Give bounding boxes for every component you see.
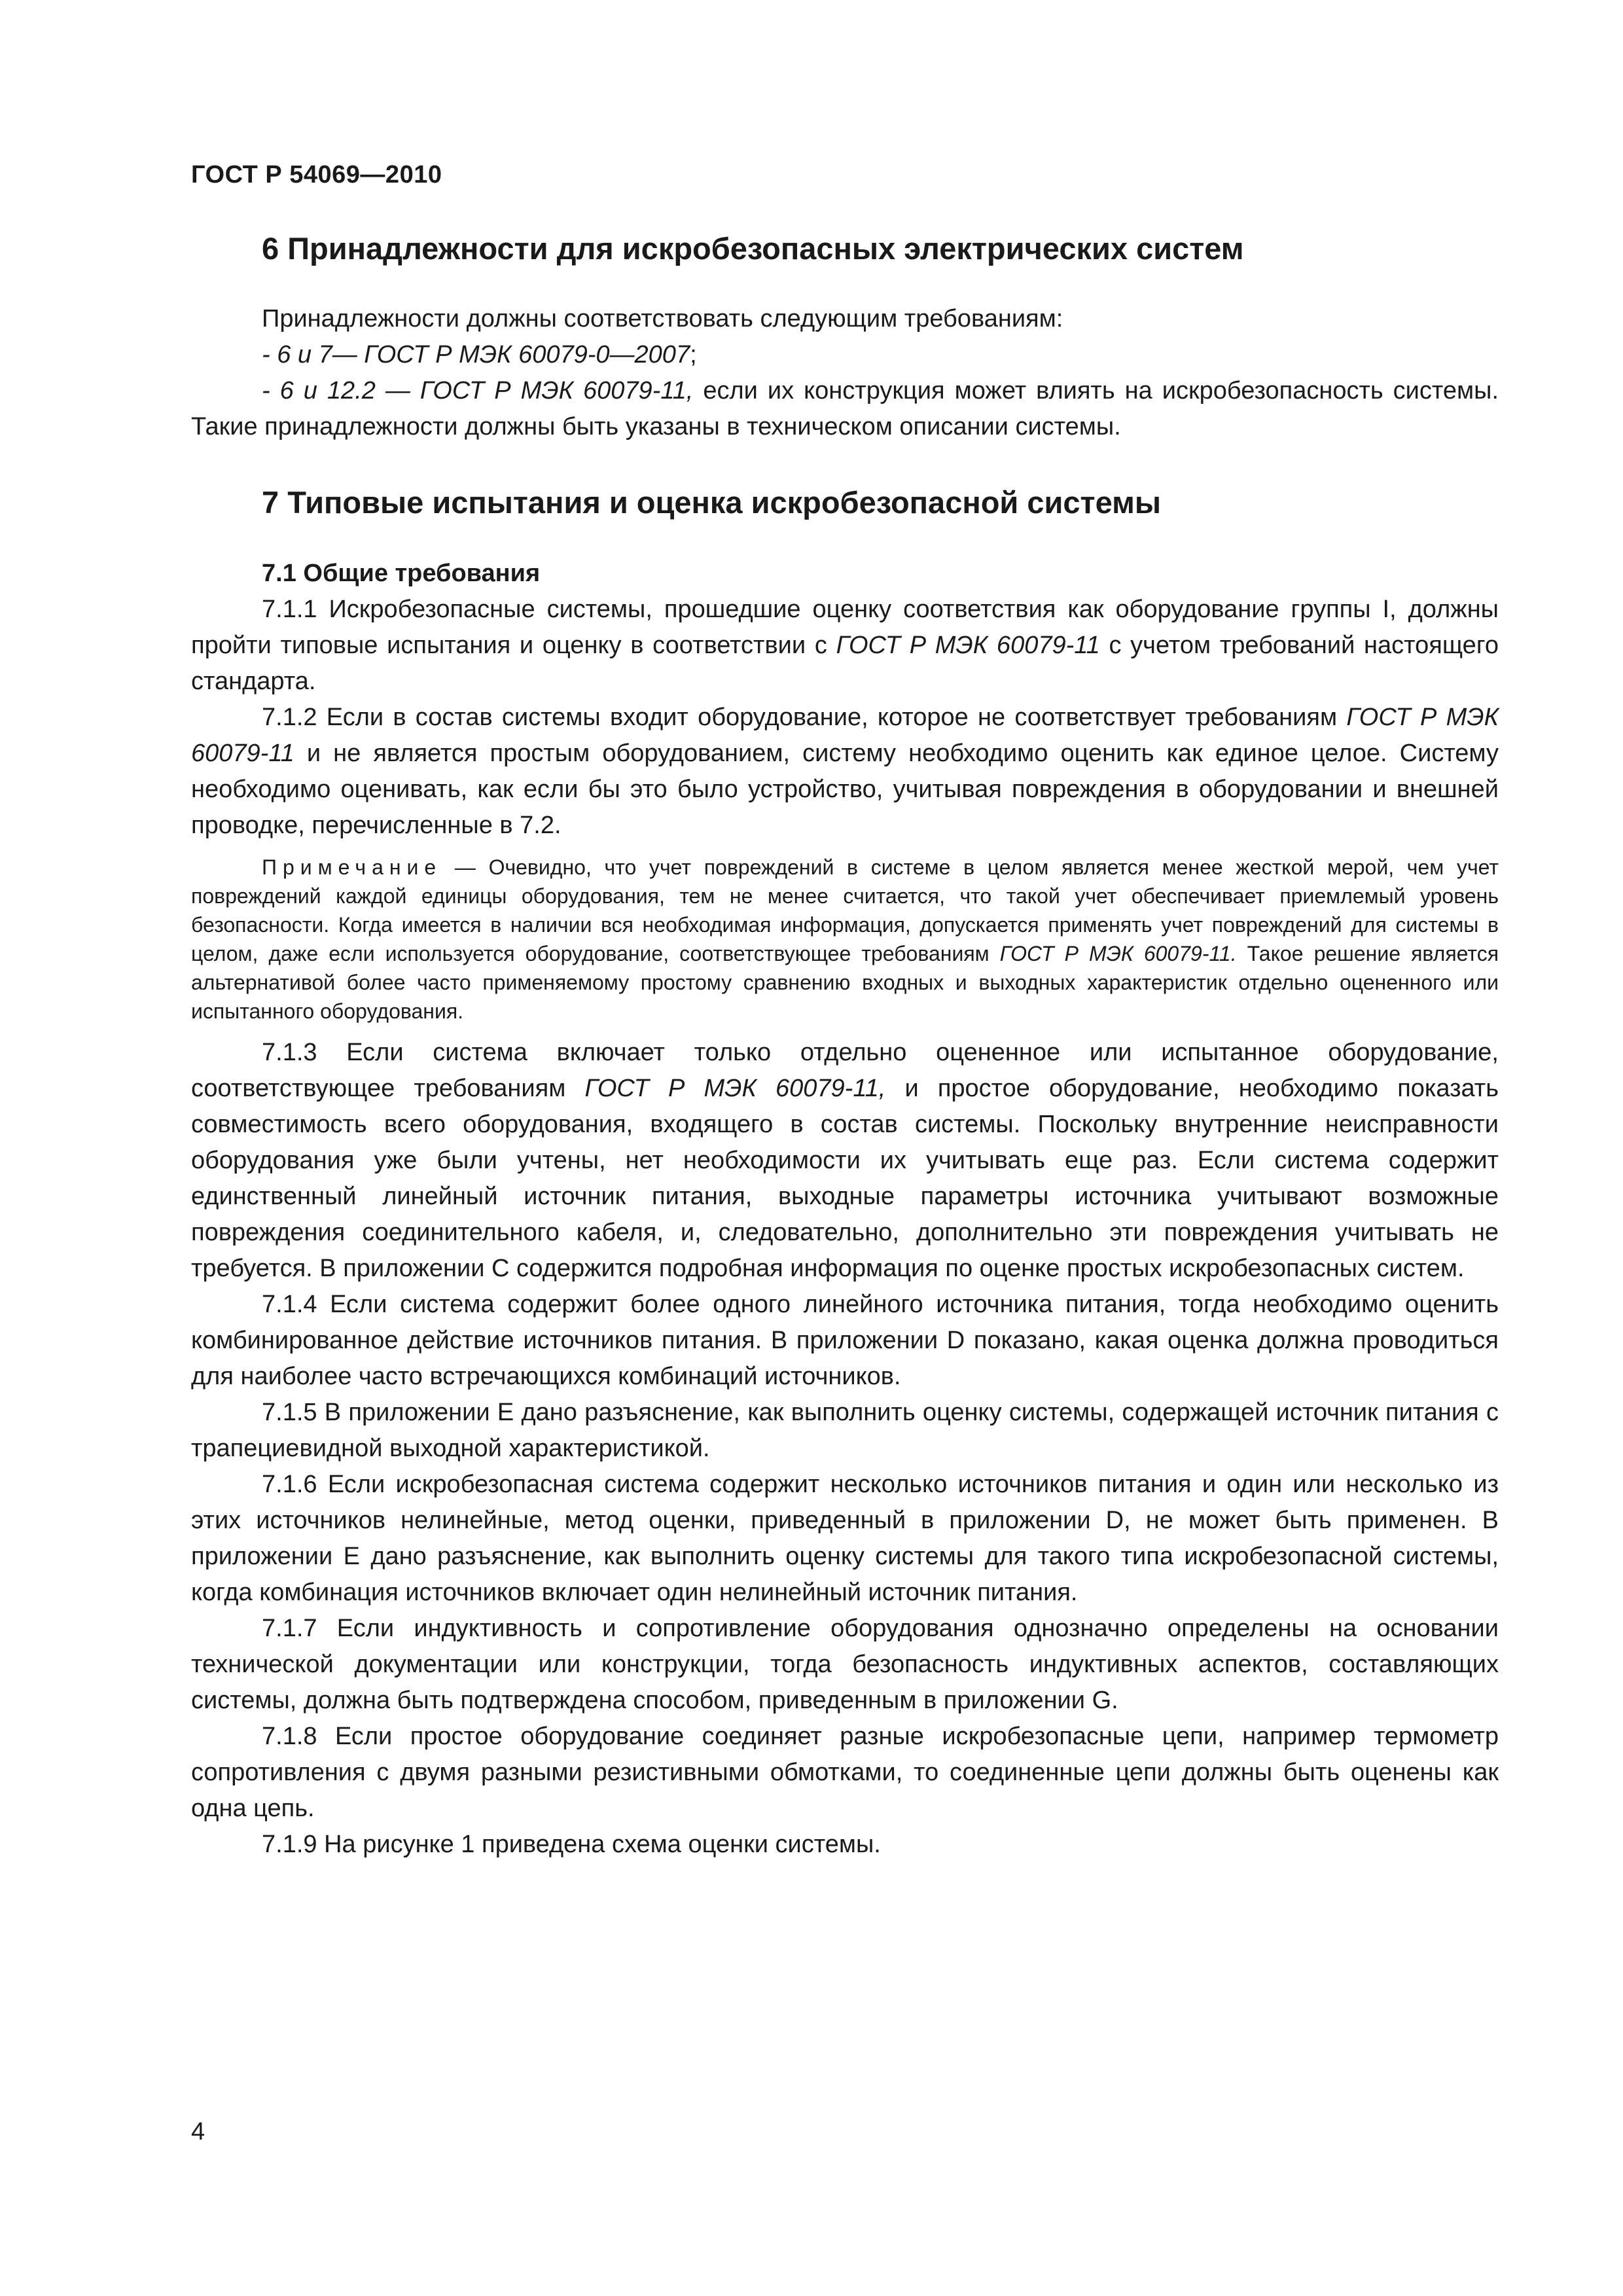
item-1-reference: - 6 и 7— ГОСТ Р МЭК 60079-0—2007	[262, 341, 690, 369]
standard-reference: ГОСТ Р МЭК 60079-11.	[999, 941, 1237, 965]
item-2-reference: - 6 и 12.2 — ГОСТ Р МЭК 60079-11,	[262, 377, 694, 405]
paragraph-7-1-7: 7.1.7 Если индуктивность и сопротивление оборудования однозначно определены на основании технической документации или конструкции, тогда безопасность индуктивных аспектов, составляющих системы, должна быть подтверждена способом, приведенным в приложении G.	[191, 1614, 1499, 1714]
document-header: ГОСТ Р 54069—2010	[191, 161, 442, 188]
note-label: Примечание	[262, 855, 442, 879]
section-7-title: 7 Типовые испытания и оценка искробезопасной системы	[262, 485, 1161, 520]
standard-reference: ГОСТ Р МЭК 60079-11,	[584, 1074, 886, 1102]
section-6-intro: Принадлежности должны соответствовать следующим требованиям:	[262, 305, 1063, 333]
subsection-7-1-title: 7.1 Общие требования	[262, 559, 541, 587]
section-6-title: 6 Принадлежности для искробезопасных электрических систем	[262, 231, 1244, 266]
paragraph-7-1-4: 7.1.4 Если система содержит более одного линейного источника питания, тогда необходимо оценить комбинированное действие источников питания. В приложении D показано, какая оценка должна проводиться для наиболее часто встречающихся комбинаций источников.	[191, 1290, 1499, 1390]
paragraph-7-1-8: 7.1.8 Если простое оборудование соединяет разные искробезопасные цепи, например термометр сопротивления с двумя разными резистивными обмотками, то соединенные цепи должны быть оценены как одна цепь.	[191, 1722, 1499, 1822]
paragraph-7-1-1: 7.1.1 Искробезопасные системы, прошедшие оценку соответствия как оборудование группы I, должны пройти типовые испытания и оценку в соответствии с ГОСТ Р МЭК 60079-11 с учетом требований настоящего стандарта.	[191, 595, 1499, 695]
section-6-item-1: - 6 и 7— ГОСТ Р МЭК 60079-0—2007;	[262, 341, 697, 369]
paragraph-7-1-2: 7.1.2 Если в состав системы входит оборудование, которое не соответствует требованиям ГОСТ Р МЭК 60079-11 и не является простым оборудованием, систему необходимо оценить как единое целое. Систему необходимо оценивать, как если бы это было устройство, учитывая повреждения в оборудовании и внешней проводке, перечисленные в 7.2.	[191, 703, 1499, 839]
paragraph-7-1-3: 7.1.3 Если система включает только отдельно оцененное или испытанное оборудование, соответствующее требованиям ГОСТ Р МЭК 60079-11, и простое оборудование, необходимо показать совместимость всего оборудования, входящего в состав системы. Поскольку внутренние неисправности оборудования уже были учтены, нет необходимости их учитывать еще раз. Если система содержит единственный линейный источник питания, выходные параметры источника учитывают возможные повреждения соединительного кабеля, и, следовательно, дополнительно эти повреждения учитывать не требуется. В приложении С содержится подробная информация по оценке простых искробезопасных систем.	[191, 1038, 1499, 1282]
standard-reference: ГОСТ Р МЭК 60079-11	[836, 631, 1100, 659]
page-content	[191, 223, 1499, 1863]
paragraph-7-1-5: 7.1.5 В приложении Е дано разъяснение, как выполнить оценку системы, содержащей источник питания с трапециевидной выходной характеристикой.	[191, 1398, 1499, 1462]
note-block: Примечание — Очевидно, что учет повреждений в системе в целом является менее жесткой мерой, чем учет повреждений каждой единицы оборудования, тем не менее считается, что такой учет обеспечивает приемлемый уровень безопасности. Когда имеется в наличии вся необходимая информация, допускается применять учет повреждений для системы в целом, даже если используется оборудование, соответствующее требованиям ГОСТ Р МЭК 60079-11. Такое решение является альтернативой более часто применяемому простому сравнению входных и выходных характеристик отдельно оцененного или испытанного оборудования.	[191, 855, 1499, 1023]
paragraph-7-1-6: 7.1.6 Если искробезопасная система содержит несколько источников питания и один или несколько из этих источников нелинейные, метод оценки, приведенный в приложении D, не может быть применен. В приложении Е дано разъяснение, как выполнить оценку системы для такого типа искробезопасной системы, когда комбинация источников включает один нелинейный источник питания.	[191, 1470, 1499, 1606]
standard-reference: ГОСТ Р МЭК 60079-11	[191, 703, 1499, 767]
section-6-item-2: - 6 и 12.2 — ГОСТ Р МЭК 60079-11, если их конструкция может влиять на искробезопасность системы. Такие принадлежности должны быть указаны в техническом описании системы.	[191, 377, 1499, 441]
paragraph-7-1-9: 7.1.9 На рисунке 1 приведена схема оценки системы.	[262, 1830, 881, 1858]
page-number: 4	[191, 2118, 205, 2145]
